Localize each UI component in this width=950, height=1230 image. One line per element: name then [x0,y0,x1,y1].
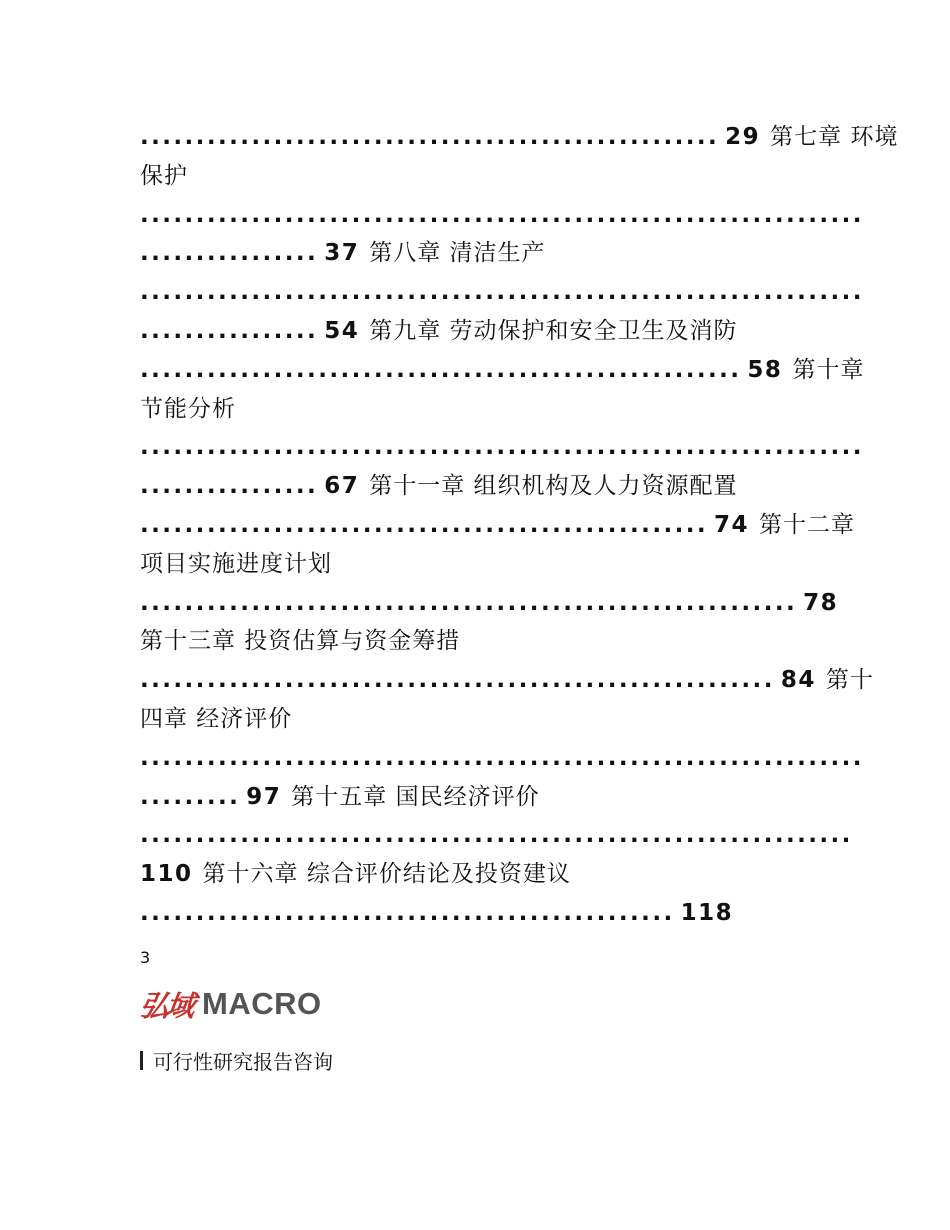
table-of-contents [140,118,899,933]
toc-line [140,467,808,506]
toc-page-number: 110 [140,861,193,888]
company-logo [137,986,322,1023]
toc-line [140,855,808,894]
toc-chapter-title: 四章 经济评价 [140,705,293,732]
toc-leader-dots: ................................................................ [140,822,853,849]
toc-chapter-title: 第十章 [792,356,865,383]
toc-line [140,312,808,351]
toc-leader-dots: .................................................... [140,124,720,150]
toc-line [140,157,808,196]
toc-chapter-title: 第十三章 投资估算与资金筹措 [140,628,461,655]
toc-chapter-title: 保护 [140,162,188,189]
toc-leader-dots: ................................................................. [140,434,864,461]
toc-page-number: 78 [803,589,839,616]
toc-line [140,390,808,429]
toc-line [140,700,808,739]
toc-line [140,816,853,855]
logo-english-text: MACRO [202,986,322,1021]
tagline [140,1046,333,1075]
toc-leader-dots: ................................................................. [140,744,864,771]
toc-leader-dots: ................ [140,317,319,344]
toc-leader-dots: ................................................... [140,511,709,538]
toc-line [140,428,864,467]
toc-leader-dots: ................................................................. [140,279,864,306]
toc-line [140,584,839,623]
toc-leader-dots: ................................................ [140,899,675,926]
toc-chapter-title: 第七章 环境 [770,124,899,150]
toc-chapter-title: 项目实施进度计划 [140,550,332,577]
toc-chapter-title: 第十一章 组织机构及人力资源配置 [369,473,738,500]
toc-chapter-title: 第十六章 综合评价结论及投资建议 [202,861,571,888]
toc-line [140,545,808,584]
toc-leader-dots: ......................................................... [140,667,775,694]
toc-line [140,118,899,157]
toc-chapter-title: 节能分析 [140,395,236,422]
toc-page-number: 84 [780,667,816,694]
tagline-text: 可行性研究报告咨询 [153,1050,333,1074]
toc-page-number: 97 [246,783,282,810]
toc-page-number: 54 [324,317,360,344]
toc-leader-dots: ...................................................... [140,356,742,383]
toc-line [140,506,856,545]
toc-page-number: 29 [725,124,761,150]
divider-bar [140,1051,143,1070]
toc-leader-dots: ......... [140,783,241,810]
toc-line [140,273,864,312]
toc-page-number: 118 [680,899,734,926]
toc-chapter-title: 第十 [825,667,874,694]
toc-leader-dots: ................ [140,473,319,500]
toc-line [140,778,808,817]
toc-line [140,234,808,273]
toc-page-number: 58 [747,356,783,383]
toc-line [140,894,808,933]
toc-line [140,661,874,700]
toc-chapter-title: 第九章 劳动保护和安全卫生及消防 [369,317,738,344]
toc-leader-dots: ........................................................... [140,589,798,616]
toc-chapter-title: 第八章 清洁生产 [369,240,546,267]
toc-chapter-title: 第十二章 [759,511,856,538]
toc-page-number: 37 [324,240,360,267]
logo-chinese-text: 弘域 [137,988,195,1023]
toc-leader-dots: ................................................................. [140,201,864,228]
toc-line [140,622,808,661]
page-number: 3 [140,948,151,967]
toc-leader-dots: ................ [140,240,319,267]
toc-line [140,351,865,390]
toc-line [140,196,864,235]
toc-line [140,739,864,778]
toc-page-number: 74 [714,511,750,538]
toc-chapter-title: 第十五章 国民经济评价 [291,783,540,810]
toc-page-number: 67 [324,473,360,500]
